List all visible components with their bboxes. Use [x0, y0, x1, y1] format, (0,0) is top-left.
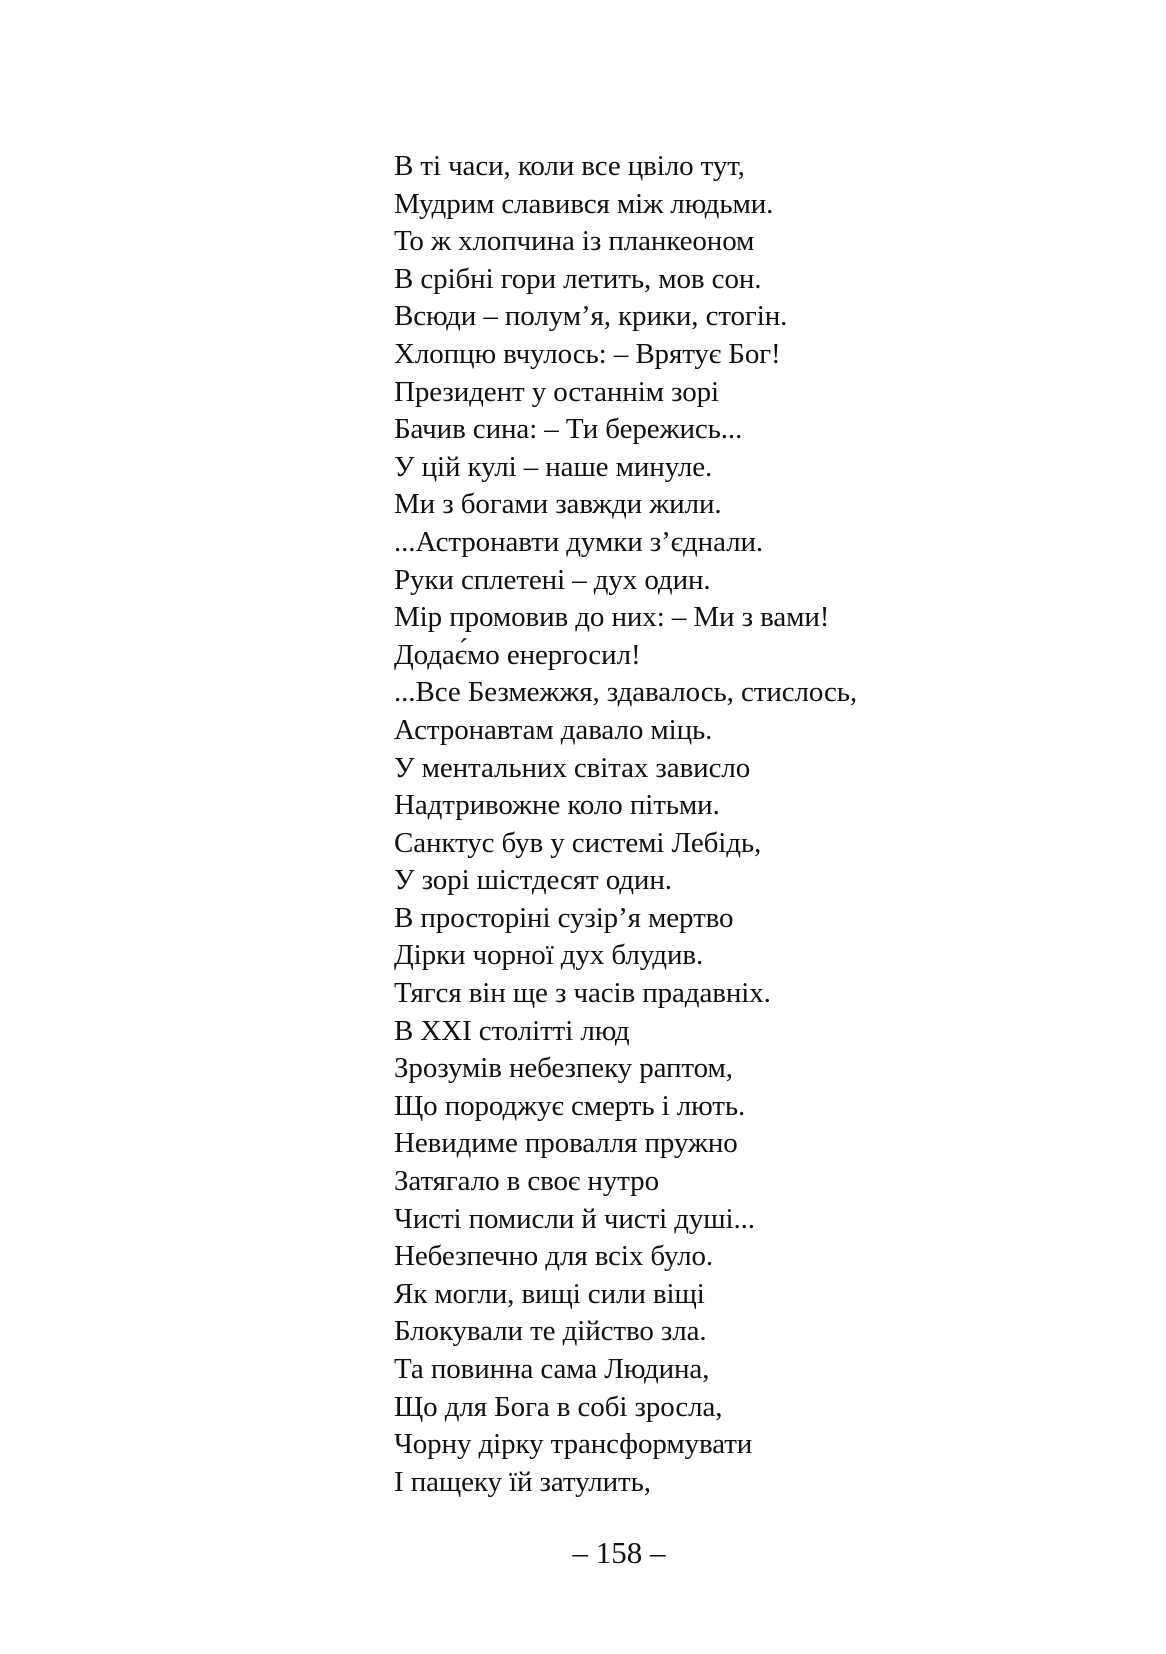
- poem-line: ...Все Безмежжя, здавалось, стислось,: [394, 676, 858, 709]
- poem-line: Хлопцю вчулось: – Врятує Бог!: [394, 337, 781, 370]
- poem-line: І пащеку їй затулить,: [394, 1465, 651, 1498]
- poem-line: Мір промовив до них: – Ми з вами!: [394, 601, 830, 634]
- poem-line: Блокували те дійство зла.: [394, 1315, 707, 1348]
- poem-line: Затягало в своє нутро: [394, 1165, 659, 1198]
- poem-line: Бачив сина: – Ти бережись...: [394, 413, 743, 446]
- poem-line: У ментальних світах зависло: [394, 751, 751, 784]
- poem-line: Президент у останнім зорі: [394, 375, 719, 408]
- poem-line: Що для Бога в собі зросла,: [394, 1390, 723, 1423]
- poem-line: Всюди – полум’я, крики, стогін.: [394, 300, 788, 333]
- poem-line: ...Астронавти думки з’єднали.: [394, 525, 764, 558]
- poem-line: В просторіні сузір’я мертво: [394, 901, 734, 934]
- poem-line: В срібні гори летить, мов сон.: [394, 262, 762, 295]
- poem-line: Дірки чорної дух блудив.: [394, 939, 704, 972]
- poem-line: Небезпечно для всіх було.: [394, 1240, 714, 1273]
- poem-line: Тягся він ще з часів прадавніх.: [394, 977, 771, 1010]
- poem-line: У цій кулі – наше минуле.: [394, 450, 713, 483]
- poem-line: То ж хлопчина із планкеоном: [394, 225, 755, 258]
- poem-line: Руки сплетені – дух один.: [394, 563, 711, 596]
- poem-line: Зрозумів небезпеку раптом,: [394, 1052, 733, 1085]
- poem-line: В ті часи, коли все цвіло тут,: [394, 150, 745, 182]
- poem-line: Додає́мо енергосил!: [394, 638, 641, 671]
- poem-line: Астронавтам давало міць.: [394, 713, 713, 746]
- poem-line: Що породжує смерть і лють.: [394, 1089, 746, 1122]
- poem-line: Та повинна сама Людина,: [394, 1353, 710, 1385]
- poem-line: Санктус був у системі Лебідь,: [394, 826, 762, 859]
- poem-line: Чорну дірку трансформувати: [394, 1428, 753, 1461]
- poem-line: Невидиме провалля пружно: [394, 1127, 738, 1160]
- poem-line: Як могли, вищі сили віщі: [394, 1277, 705, 1310]
- poem-line: Надтривожне коло пітьми.: [394, 789, 720, 822]
- page-number: – 158 –: [572, 1535, 666, 1570]
- poem-line: Мудрим славився між людьми.: [394, 187, 774, 220]
- poem-line: Чисті помисли й чисті душі...: [394, 1202, 755, 1235]
- poem-text: [394, 148, 857, 1501]
- poem-line: Ми з богами завжди жили.: [394, 488, 722, 521]
- poem-line: У зорі шістдесят один.: [394, 864, 672, 897]
- poem-line: В XXI столітті люд: [394, 1014, 630, 1047]
